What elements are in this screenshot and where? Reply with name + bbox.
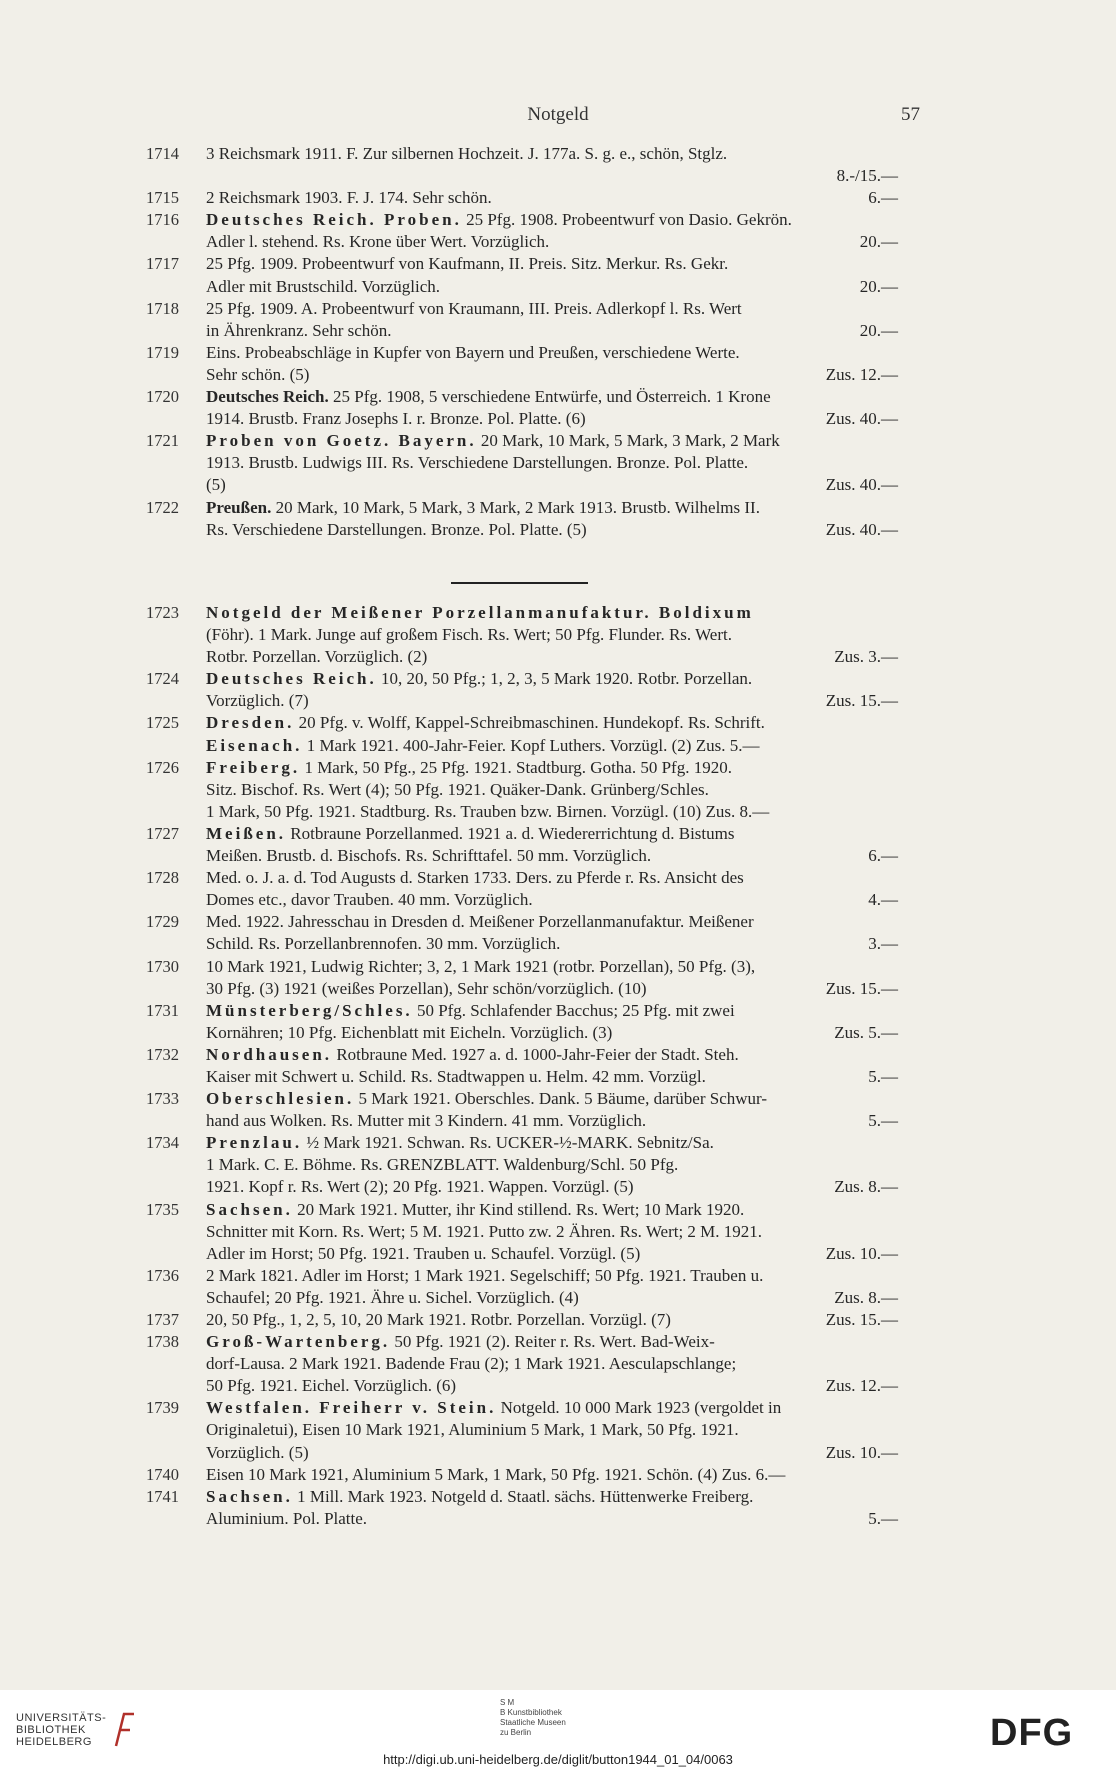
page-number: 57: [901, 104, 920, 125]
entry-text: Adler mit Brustschild. Vorzüglich.: [206, 276, 441, 296]
entry-number: 1719: [146, 342, 179, 362]
entry-text: 1 Mark 1921. 400-Jahr-Feier. Kopf Luthers. Vorzügl. (2) Zus. 5.—: [302, 735, 760, 755]
university-name: UNIVERSITÄTS- BIBLIOTHEK HEIDELBERG: [16, 1712, 107, 1748]
entry-line: [206, 1309, 898, 1331]
entry-line: [206, 474, 898, 496]
entry-line: [206, 735, 898, 757]
entry-number: 1716: [146, 210, 179, 230]
entry-line: [206, 1154, 898, 1176]
dfg-logo[interactable]: DFG: [990, 1712, 1074, 1754]
entry-text: Rotbraune Med. 1927 a. d. 1000-Jahr-Feier der Stadt. Steh.: [332, 1044, 739, 1064]
entry-text: Kaiser mit Schwert u. Schild. Rs. Stadtwappen u. Helm. 42 mm. Vorzügl.: [206, 1066, 706, 1086]
entry-line: [206, 430, 898, 452]
entry-line: [206, 624, 898, 646]
entry-line: [206, 911, 898, 933]
entry-text: Vorzüglich. (7): [206, 691, 309, 711]
entry-line: [206, 668, 898, 690]
catalog-entry: [146, 1199, 898, 1265]
entry-price: 20.—: [859, 276, 898, 296]
entry-description: [206, 1088, 898, 1132]
catalog-entry: [146, 712, 898, 756]
entry-price: Zus. 12.—: [825, 1376, 898, 1396]
entry-description: [206, 757, 898, 823]
entry-text: Schild. Rs. Porzellanbrennofen. 30 mm. Vorzüglich.: [206, 934, 561, 954]
entry-price: Zus. 8.—: [834, 1287, 898, 1307]
entry-text: Kornähren; 10 Pfg. Eichenblatt mit Eicheln. Vorzüglich. (3): [206, 1022, 613, 1042]
entry-description: [206, 430, 898, 496]
entry-number: 1722: [146, 497, 179, 517]
catalog-entry: [146, 1486, 898, 1530]
entry-line: [206, 253, 898, 275]
entry-number: 1734: [146, 1133, 179, 1153]
entry-text: hand aus Wolken. Rs. Mutter mit 3 Kindern. 41 mm. Vorzüglich.: [206, 1111, 647, 1131]
entry-line: [206, 1243, 898, 1265]
entry-heading: Dresden.: [206, 713, 295, 733]
entry-text: Originaletui), Eisen 10 Mark 1921, Aluminium 5 Mark, 1 Mark, 50 Pfg. 1921.: [206, 1420, 739, 1440]
entry-line: [206, 1508, 898, 1530]
entry-line: [206, 1419, 898, 1441]
entry-text: 25 Pfg. 1908. Probeentwurf von Dasio. Gekrön.: [461, 210, 792, 230]
entry-description: [206, 1309, 898, 1331]
entry-description: [206, 386, 898, 430]
university-emblem-icon: [112, 1710, 138, 1750]
entry-line: [206, 956, 898, 978]
entry-description: [206, 143, 898, 187]
entry-line: [206, 1442, 898, 1464]
university-library-logo[interactable]: [16, 1710, 138, 1750]
entry-description: [206, 1199, 898, 1265]
entry-heading: Deutsches Reich. Proben.: [206, 210, 462, 230]
entry-number: 1741: [146, 1486, 179, 1506]
entry-price: Zus. 3.—: [834, 647, 898, 667]
entry-text: 2 Mark 1821. Adler im Horst; 1 Mark 1921. Segelschiff; 50 Pfg. 1921. Trauben u.: [206, 1265, 764, 1285]
entry-text: (5): [206, 475, 226, 495]
entry-description: [206, 253, 898, 297]
entry-text: Meißen. Brustb. d. Bischofs. Rs. Schrifttafel. 50 mm. Vorzüglich.: [206, 846, 652, 866]
entry-heading: Sachsen.: [206, 1199, 293, 1219]
entry-text: 10 Mark 1921, Ludwig Richter; 3, 2, 1 Mark 1921 (rotbr. Porzellan), 50 Pfg. (3),: [206, 956, 756, 976]
entry-text: 50 Pfg. Schlafender Bacchus; 25 Pfg. mit zwei: [412, 1000, 735, 1020]
entry-line: [206, 978, 898, 1000]
catalog-section-lower: [146, 602, 898, 1530]
catalog-entry: [146, 1331, 898, 1397]
entry-line: [206, 602, 898, 624]
entry-text: Adler l. stehend. Rs. Krone über Wert. Vorzüglich.: [206, 232, 550, 252]
entry-text: 20 Mark, 10 Mark, 5 Mark, 3 Mark, 2 Mark: [476, 431, 780, 451]
entry-text: Schaufel; 20 Pfg. 1921. Ähre u. Sichel. Vorzüglich. (4): [206, 1287, 579, 1307]
entry-text: 50 Pfg. 1921. Eichel. Vorzüglich. (6): [206, 1376, 457, 1396]
entry-text: 2 Reichsmark 1903. F. J. 174. Sehr schön.: [206, 188, 492, 208]
catalog-entry: [146, 602, 898, 668]
entry-description: [206, 497, 898, 541]
entry-price: 8.-/15.—: [836, 166, 898, 186]
entry-description: [206, 911, 898, 955]
entry-line: [206, 143, 898, 165]
entry-line: [206, 1110, 898, 1132]
entry-line: [206, 1486, 898, 1508]
entry-text: Med. o. J. a. d. Tod Augusts d. Starken 1733. Ders. zu Pferde r. Rs. Ansicht des: [206, 868, 744, 888]
entry-text: 1921. Kopf r. Rs. Wert (2); 20 Pfg. 1921. Wappen. Vorzügl. (5): [206, 1177, 634, 1197]
running-title: Notgeld: [527, 104, 589, 125]
entry-text: (Föhr). 1 Mark. Junge auf großem Fisch. Rs. Wert; 50 Pfg. Flunder. Rs. Wert.: [206, 625, 732, 645]
entry-heading: Sachsen.: [206, 1486, 293, 1506]
entry-number: 1720: [146, 387, 179, 407]
entry-line: [206, 801, 898, 823]
entry-text: 3 Reichsmark 1911. F. Zur silbernen Hochzeit. J. 177a. S. g. e., schön, Stglz.: [206, 144, 728, 163]
entry-price: Zus. 10.—: [825, 1442, 898, 1462]
entry-description: [206, 209, 898, 253]
catalog-entry: [146, 1000, 898, 1044]
entry-text: 1 Mill. Mark 1923. Notgeld d. Staatl. sächs. Hüttenwerke Freiberg.: [292, 1486, 754, 1506]
entry-line: [206, 757, 898, 779]
entry-price: Zus. 15.—: [825, 978, 898, 998]
entry-number: 1728: [146, 868, 179, 888]
entry-heading: Proben von Goetz. Bayern.: [206, 431, 477, 451]
entry-number: 1726: [146, 757, 179, 777]
entry-text: 25 Pfg. 1909. Probeentwurf von Kaufmann, II. Preis. Sitz. Merkur. Rs. Gekr.: [206, 254, 729, 274]
catalog-entry: [146, 187, 898, 209]
entry-price: Zus. 40.—: [825, 409, 898, 429]
entry-text: Eins. Probeabschläge in Kupfer von Bayern und Preußen, verschiedene Werte.: [206, 342, 740, 362]
entry-heading: Meißen.: [206, 823, 287, 843]
entry-text: 20 Mark 1921. Mutter, ihr Kind stillend. Rs. Wert; 10 Mark 1920.: [292, 1199, 745, 1219]
entry-text: Notgeld. 10 000 Mark 1923 (vergoldet in: [496, 1398, 782, 1418]
entry-description: [206, 867, 898, 911]
entry-heading: Oberschlesien.: [206, 1089, 355, 1109]
entry-heading: Prenzlau.: [206, 1133, 303, 1153]
entry-text: 20, 50 Pfg., 1, 2, 5, 10, 20 Mark 1921. Rotbr. Porzellan. Vorzügl. (7): [206, 1310, 671, 1329]
entry-price: Zus. 15.—: [825, 691, 898, 711]
entry-line: [206, 342, 898, 364]
entry-price: 3.—: [868, 934, 898, 954]
entry-number: 1731: [146, 1000, 179, 1020]
entry-description: [206, 1486, 898, 1530]
entry-text: Rotbr. Porzellan. Vorzüglich. (2): [206, 647, 428, 667]
entry-description: [206, 1000, 898, 1044]
entry-line: [206, 276, 898, 298]
catalog-entry: [146, 867, 898, 911]
entry-number: 1724: [146, 669, 179, 689]
entry-description: [206, 668, 898, 712]
entry-line: [206, 933, 898, 955]
entry-number: 1725: [146, 713, 179, 733]
entry-line: [206, 779, 898, 801]
entry-text: 1 Mark. C. E. Böhme. Rs. GRENZBLATT. Waldenburg/Schl. 50 Pfg.: [206, 1155, 679, 1175]
entry-line: [206, 320, 898, 342]
entry-text: 10, 20, 50 Pfg.; 1, 2, 3, 5 Mark 1920. Rotbr. Porzellan.: [376, 669, 753, 689]
entry-line: [206, 867, 898, 889]
entry-line: [206, 646, 898, 668]
entry-line: [206, 823, 898, 845]
entry-price: Zus. 8.—: [834, 1177, 898, 1197]
entry-line: [206, 209, 898, 231]
entry-number: 1739: [146, 1398, 179, 1418]
entry-price: Zus. 12.—: [825, 364, 898, 384]
entry-line: [206, 712, 898, 734]
entry-number: 1718: [146, 298, 179, 318]
entry-description: [206, 602, 898, 668]
entry-line: [206, 1000, 898, 1022]
catalog-entry: [146, 823, 898, 867]
entry-line: [206, 298, 898, 320]
entry-text: 25 Pfg. 1909. A. Probeentwurf von Kraumann, III. Preis. Adlerkopf l. Rs. Wert: [206, 298, 742, 318]
catalog-entry: [146, 1397, 898, 1463]
entry-line: [206, 1287, 898, 1309]
entry-description: [206, 1464, 898, 1486]
entry-price: Zus. 10.—: [825, 1243, 898, 1263]
catalog-entry: [146, 209, 898, 253]
entry-text: ½ Mark 1921. Schwan. Rs. UCKER-½-MARK. Sebnitz/Sa.: [302, 1133, 714, 1153]
entry-number: 1729: [146, 912, 179, 932]
catalog-entry: [146, 1309, 898, 1331]
catalog-entry: [146, 497, 898, 541]
entry-heading: Freiberg.: [206, 757, 301, 777]
entry-line: [206, 1022, 898, 1044]
entry-description: [206, 1132, 898, 1198]
entry-text: Med. 1922. Jahresschau in Dresden d. Meißener Porzellanmanufaktur. Meißener: [206, 912, 754, 932]
entry-number: 1723: [146, 603, 179, 622]
entry-line: [206, 519, 898, 541]
entry-text: 20 Mark, 10 Mark, 5 Mark, 3 Mark, 2 Mark 1913. Brustb. Wilhelms II.: [271, 497, 760, 517]
entry-line: [206, 1397, 898, 1419]
entry-line: [206, 1221, 898, 1243]
catalog-entry: [146, 430, 898, 496]
entry-line: [206, 1464, 898, 1486]
catalog-entry: [146, 143, 898, 187]
entry-line: [206, 187, 898, 209]
entry-number: 1738: [146, 1332, 179, 1352]
entry-line: [206, 1375, 898, 1397]
entry-description: [206, 187, 898, 209]
entry-description: [206, 342, 898, 386]
entry-text: Domes etc., davor Trauben. 40 mm. Vorzüglich.: [206, 890, 533, 910]
entry-line: [206, 386, 898, 408]
entry-line: [206, 408, 898, 430]
catalog-entry: [146, 342, 898, 386]
entry-description: [206, 1265, 898, 1309]
section-divider: [451, 582, 588, 584]
entry-line: [206, 364, 898, 386]
entry-text: 1914. Brustb. Franz Josephs I. r. Bronze. Pol. Platte. (6): [206, 409, 586, 429]
entry-price: 5.—: [868, 1066, 898, 1086]
entry-number: 1736: [146, 1265, 179, 1285]
entry-text: Sitz. Bischof. Rs. Wert (4); 50 Pfg. 1921. Quäker-Dank. Grünberg/Schles.: [206, 779, 709, 799]
entry-description: [206, 298, 898, 342]
entry-price: 5.—: [868, 1111, 898, 1131]
entry-number: 1733: [146, 1089, 179, 1109]
entry-price: Zus. 15.—: [825, 1310, 898, 1329]
entry-line: [206, 1066, 898, 1088]
catalog-entry: [146, 298, 898, 342]
entry-text: Adler im Horst; 50 Pfg. 1921. Trauben u. Schaufel. Vorzügl. (5): [206, 1243, 641, 1263]
entry-line: [206, 1199, 898, 1221]
catalog-entry: [146, 1265, 898, 1309]
catalog-entry: [146, 253, 898, 297]
entry-text: Rotbraune Porzellanmed. 1921 a. d. Wiedererrichtung d. Bistums: [286, 823, 735, 843]
entry-text: Eisen 10 Mark 1921, Aluminium 5 Mark, 1 Mark, 50 Pfg. 1921. Schön. (4) Zus. 6.—: [206, 1464, 786, 1484]
catalog-section-upper: [146, 143, 898, 541]
entry-line: [206, 1265, 898, 1287]
entry-heading: Deutsches Reich.: [206, 669, 377, 689]
entry-number: 1717: [146, 254, 179, 274]
entry-price: 4.—: [868, 890, 898, 910]
entry-price: 20.—: [859, 232, 898, 252]
entry-text: 20 Pfg. v. Wolff, Kappel-Schreibmaschinen. Hundekopf. Rs. Schrift.: [294, 713, 765, 733]
catalog-entry: [146, 1464, 898, 1486]
kunstbibliothek-logo[interactable]: S M B Kunstbibliothek Staatliche Museen zu Berlin: [500, 1698, 566, 1737]
entry-text: 1913. Brustb. Ludwigs III. Rs. Verschiedene Darstellungen. Bronze. Pol. Platte.: [206, 453, 749, 473]
entry-description: [206, 1397, 898, 1463]
entry-number: 1730: [146, 956, 179, 976]
entry-text: 1 Mark, 50 Pfg., 25 Pfg. 1921. Stadtburg. Gotha. 50 Pfg. 1920.: [300, 757, 732, 777]
entry-description: [206, 956, 898, 1000]
catalog-entry: [146, 1132, 898, 1198]
entry-price: Zus. 5.—: [834, 1022, 898, 1042]
entry-heading: Münsterberg/Schles.: [206, 1000, 413, 1020]
entry-number: 1740: [146, 1464, 179, 1484]
entry-line: [206, 1176, 898, 1198]
entry-number: 1714: [146, 144, 179, 163]
entry-description: [206, 1331, 898, 1397]
entry-heading: Deutsches Reich.: [206, 387, 329, 407]
entry-text: Aluminium. Pol. Platte.: [206, 1508, 368, 1528]
catalog-entry: [146, 1044, 898, 1088]
entry-line: [206, 452, 898, 474]
entry-number: 1737: [146, 1310, 179, 1329]
entry-number: 1715: [146, 188, 179, 208]
entry-line: [206, 1088, 898, 1110]
entry-heading: Nordhausen.: [206, 1044, 333, 1064]
entry-text: 1 Mark, 50 Pfg. 1921. Stadtburg. Rs. Trauben bzw. Birnen. Vorzügl. (10) Zus. 8.—: [206, 801, 770, 821]
entry-line: [206, 1132, 898, 1154]
entry-number: 1735: [146, 1199, 179, 1219]
entry-text: in Ährenkranz. Sehr schön.: [206, 320, 392, 340]
entry-text: 5 Mark 1921. Oberschles. Dank. 5 Bäume, darüber Schwur-: [354, 1089, 767, 1109]
entry-price: 6.—: [868, 846, 898, 866]
entry-line: [206, 497, 898, 519]
entry-number: 1721: [146, 431, 179, 451]
entry-price: 6.—: [868, 188, 898, 208]
entry-line: [206, 231, 898, 253]
entry-heading: Groß-Wartenberg.: [206, 1332, 391, 1352]
entry-line: [206, 1331, 898, 1353]
entry-price: 20.—: [859, 320, 898, 340]
footer: [0, 1690, 1116, 1772]
entry-line: [206, 1044, 898, 1066]
entry-line: [206, 690, 898, 712]
catalog-entry: [146, 757, 898, 823]
entry-text: dorf-Lausa. 2 Mark 1921. Badende Frau (2); 1 Mark 1921. Aesculapschlange;: [206, 1354, 737, 1374]
catalog-entry: [146, 386, 898, 430]
catalog-entry: [146, 956, 898, 1000]
entry-description: [206, 1044, 898, 1088]
entry-text: 25 Pfg. 1908, 5 verschiedene Entwürfe, und Österreich. 1 Krone: [328, 387, 771, 407]
catalog-entry: [146, 1088, 898, 1132]
entry-heading: Notgeld der Meißener Porzellanmanufaktur. Boldixum: [206, 603, 754, 622]
entry-text: 30 Pfg. (3) 1921 (weißes Porzellan), Sehr schön/vorzüglich. (10): [206, 978, 647, 998]
entry-number: 1727: [146, 823, 179, 843]
entry-text: 50 Pfg. 1921 (2). Reiter r. Rs. Wert. Bad-Weix-: [390, 1332, 715, 1352]
entry-price: Zus. 40.—: [825, 475, 898, 495]
entry-number: 1732: [146, 1044, 179, 1064]
entry-text: Vorzüglich. (5): [206, 1442, 309, 1462]
entry-price: 5.—: [868, 1508, 898, 1528]
entry-description: [206, 823, 898, 867]
entry-description: [206, 712, 898, 756]
entry-price: Zus. 40.—: [825, 519, 898, 539]
catalog-entry: [146, 668, 898, 712]
catalog-entry: [146, 911, 898, 955]
entry-line: [206, 845, 898, 867]
source-url-link[interactable]: http://digi.ub.uni-heidelberg.de/diglit/button1944_01_04/0063: [383, 1752, 733, 1767]
entry-text: Schnitter mit Korn. Rs. Wert; 5 M. 1921. Putto zw. 2 Ähren. Rs. Wert; 2 M. 1921.: [206, 1221, 763, 1241]
entry-line: [206, 889, 898, 911]
entry-text: Rs. Verschiedene Darstellungen. Bronze. Pol. Platte. (5): [206, 519, 587, 539]
entry-text: Sehr schön. (5): [206, 364, 310, 384]
entry-heading: Preußen.: [206, 497, 272, 517]
entry-heading: Westfalen. Freiherr v. Stein.: [206, 1398, 497, 1418]
entry-line: [206, 1353, 898, 1375]
entry-heading: Eisenach.: [206, 735, 303, 755]
